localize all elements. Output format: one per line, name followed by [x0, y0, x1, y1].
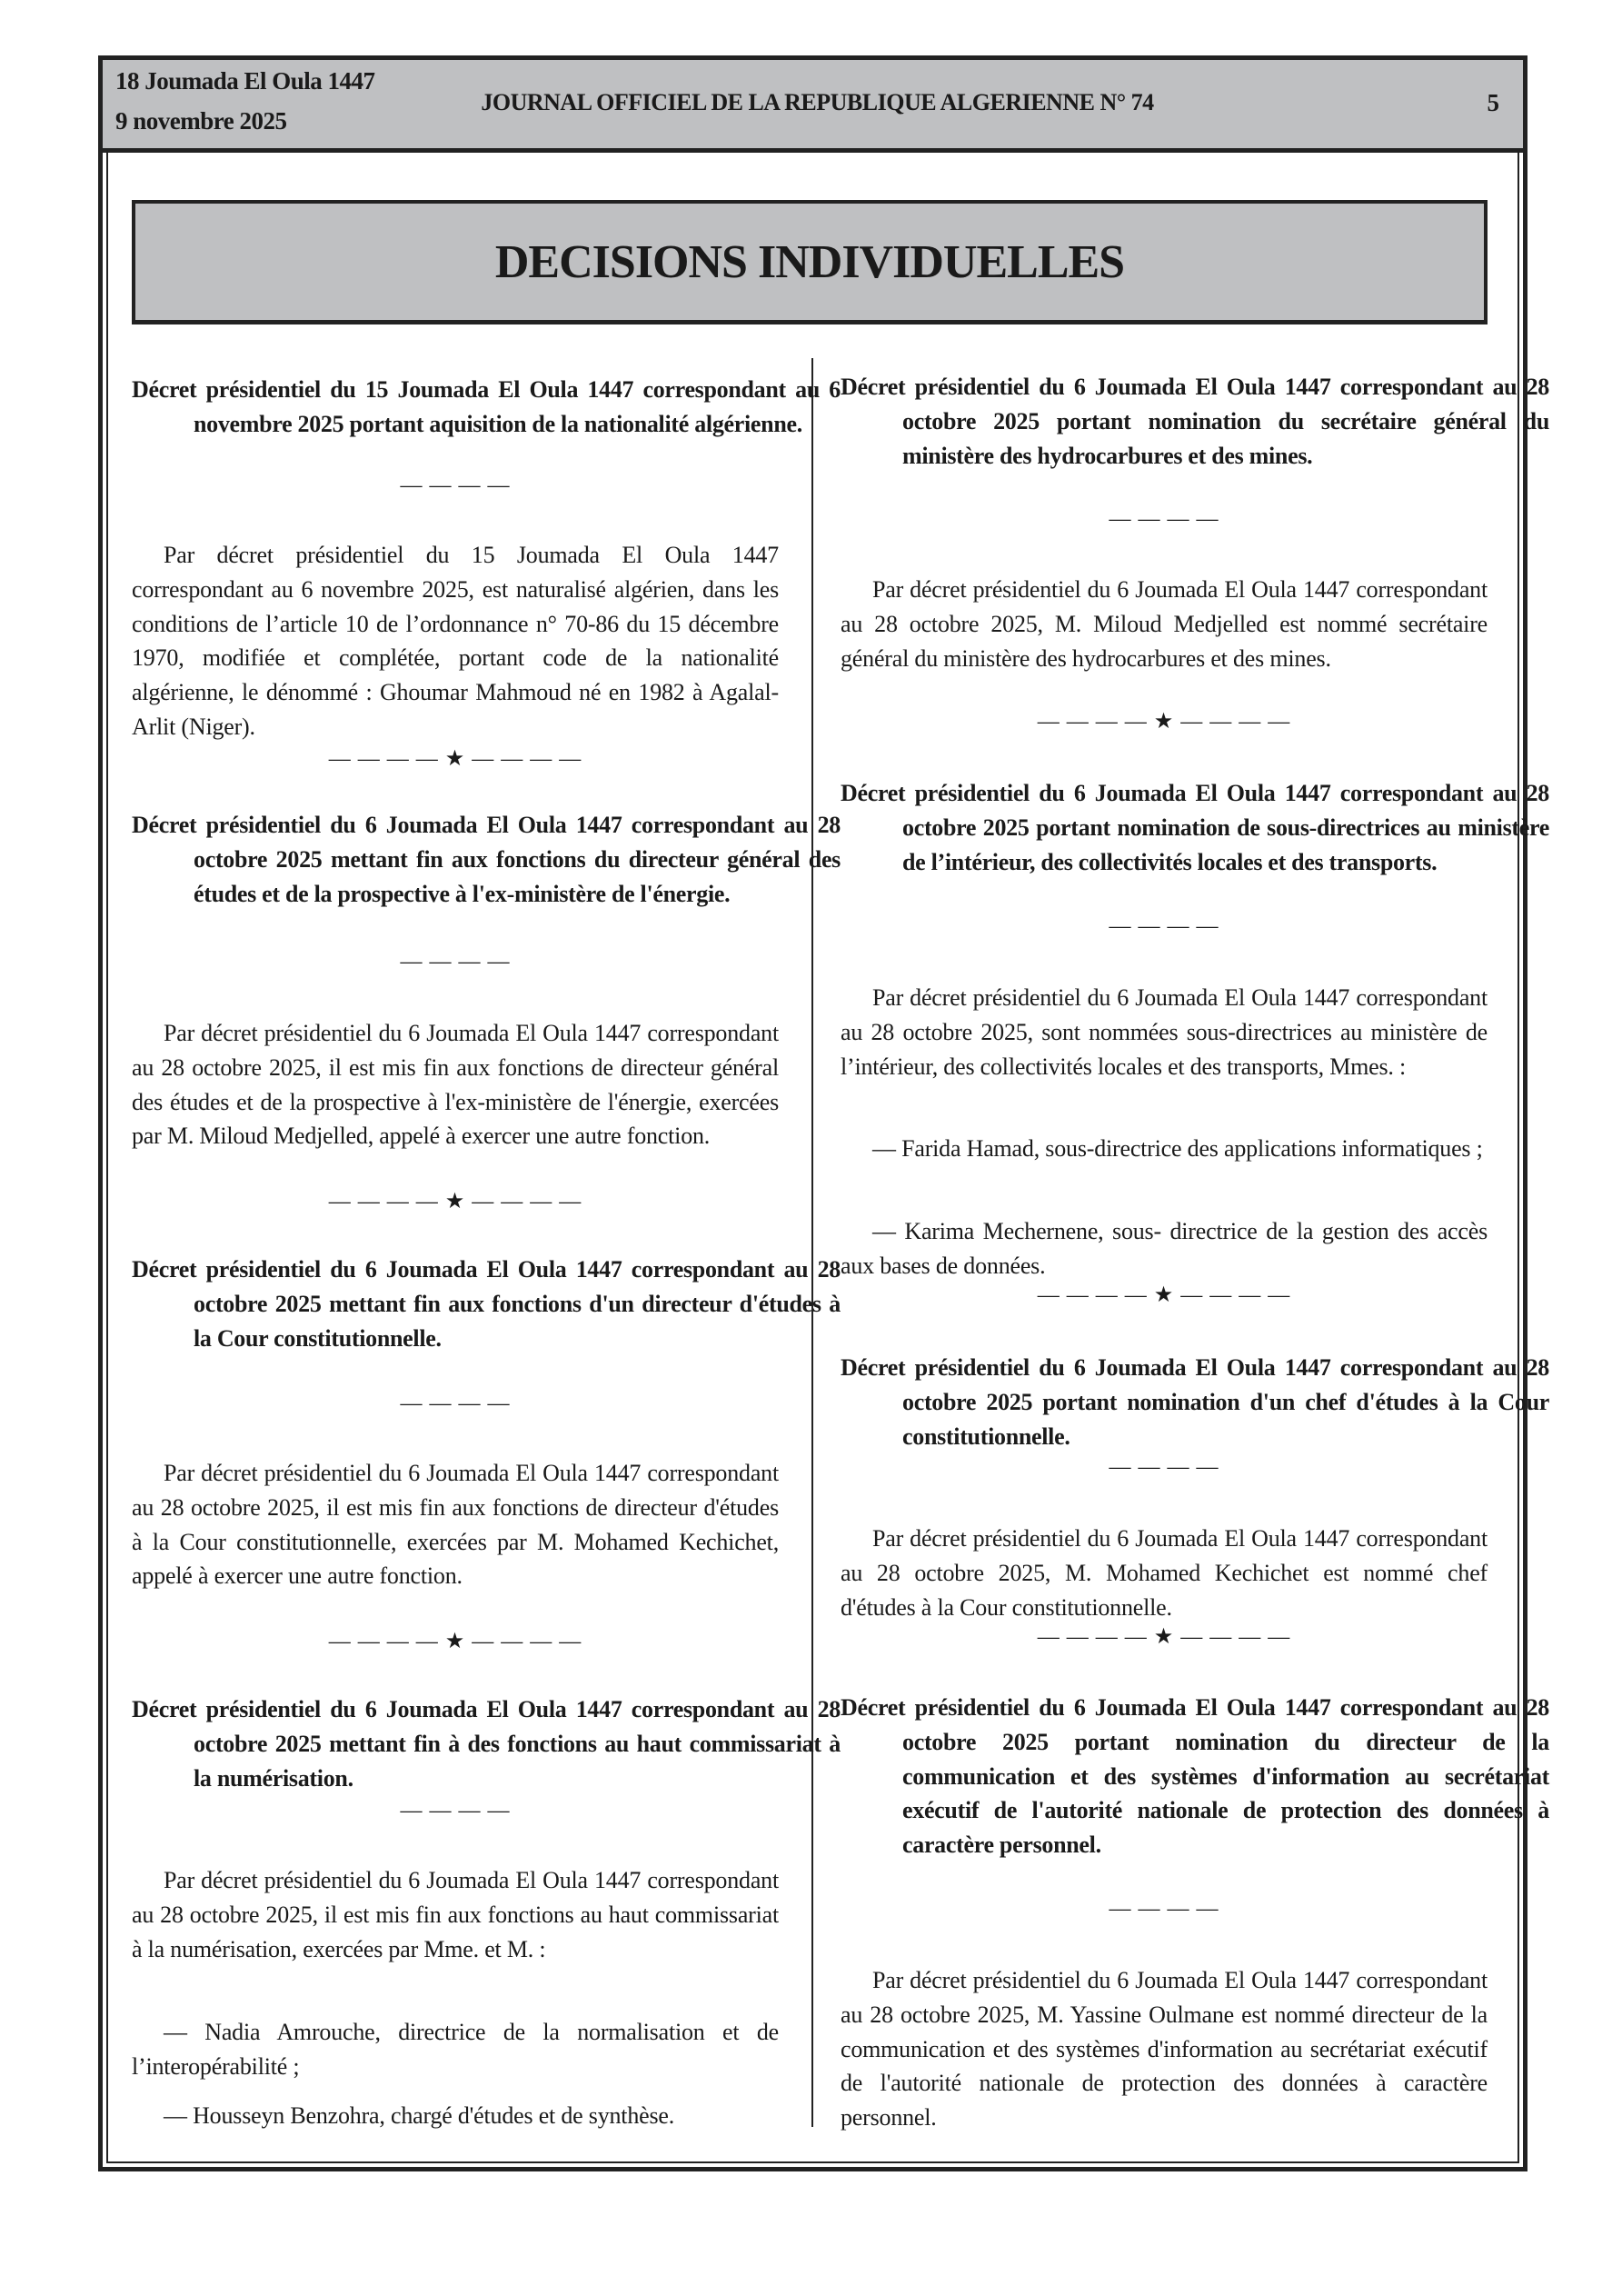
decree-body: Par décret présidentiel du 6 Joumada El Oula 1447 correspondant au 28 octobre 2025, il est mis fin aux fonctions au haut commissariat à la numérisation, exercées par Mme. et M. :: [132, 1867, 779, 1962]
separator: — — — —: [1109, 1897, 1219, 1921]
list-item: — Karima Mechernene, sous- directrice de la gestion des accès aux bases de données.: [841, 1218, 1488, 1279]
separator: — — — —: [1109, 1455, 1219, 1479]
decree-body: Par décret présidentiel du 6 Joumada El Oula 1447 correspondant au 28 octobre 2025, M. Mohamed Kechichet est nommé chef d'études à la Cour constitutionnelle.: [841, 1525, 1488, 1621]
decree-body: Par décret présidentiel du 6 Joumada El Oula 1447 correspondant au 28 octobre 2025, il est mis fin aux fonctions de directeur général des études et de la prospective à l'ex-ministère de l'énergie, exercées par M. Miloud Medjelled, appelé à exercer une autre fonction.: [132, 1020, 779, 1150]
decree-body: Par décret présidentiel du 6 Joumada El Oula 1447 correspondant au 28 octobre 2025, M. Miloud Medjelled est nommé secrétaire général du ministère des hydrocarbures et des mines.: [841, 576, 1488, 672]
separator-star: — — — — ★ — — — —: [1037, 1625, 1291, 1649]
separator: — — — —: [400, 950, 511, 973]
separator-star: — — — — ★ — — — —: [1037, 710, 1291, 734]
header-journal-title: JOURNAL OFFICIEL DE LA REPUBLIQUE ALGERIENNE N° 74: [481, 89, 1154, 115]
list-item: — Nadia Amrouche, directrice de la normalisation et de l’interopérabilité ;: [132, 2019, 779, 2080]
column-divider: [811, 358, 813, 2127]
decree-heading: Décret présidentiel du 6 Joumada El Oula 1447 correspondant au 28 octobre 2025 portant nomination du directeur de la communication et des systèmes d'information au secrétariat exécutif de l'autorité nationale de protection des données à caractère personnel.: [841, 1694, 1549, 1859]
separator: — — — —: [400, 1392, 511, 1415]
separator-star: — — — — ★ — — — —: [328, 747, 582, 771]
separator-star: — — — — ★ — — — —: [328, 1630, 582, 1653]
separator: — — — —: [400, 1799, 511, 1822]
decree-body: Par décret présidentiel du 6 Joumada El Oula 1447 correspondant au 28 octobre 2025, sont nommées sous-directrices au ministère de l’intérieur, des collectivités locales et des transports, Mmes. :: [841, 984, 1488, 1080]
separator-star: — — — — ★ — — — —: [1037, 1283, 1291, 1307]
list-item: — Farida Hamad, sous-directrice des applications informatiques ;: [872, 1135, 1483, 1162]
list-item: — Housseyn Benzohra, chargé d'études et de synthèse.: [164, 2102, 675, 2129]
decree-heading: Décret présidentiel du 6 Joumada El Oula 1447 correspondant au 28 octobre 2025 portant nomination du secrétaire général du ministère des hydrocarbures et des mines.: [841, 374, 1549, 469]
separator-star: — — — — ★ — — — —: [328, 1190, 582, 1213]
section-title-box: [132, 200, 1488, 324]
decree-heading: Décret présidentiel du 6 Joumada El Oula 1447 correspondant au 28 octobre 2025 mettant fin aux fonctions du directeur général des études et de la prospective à l'ex-ministère de l'énergie.: [132, 812, 841, 907]
decree-heading: Décret présidentiel du 6 Joumada El Oula 1447 correspondant au 28 octobre 2025 portant nomination d'un chef d'études à la Cour constitutionnelle.: [841, 1354, 1549, 1450]
journal-header: [103, 60, 1523, 153]
section-title: DECISIONS INDIVIDUELLES: [494, 235, 1125, 288]
decree-body: Par décret présidentiel du 15 Joumada El Oula 1447 correspondant au 6 novembre 2025, est naturalisé algérien, dans les conditions de l’article 10 de l’ordonnance n° 70-86 du 15 décembre 1970, modifiée et complétée, portant code de la nationalité algérienne, le dénommé : Ghoumar Mahmoud né en 1982 à Agalal-Arlit (Niger).: [132, 542, 779, 740]
decree-heading: Décret présidentiel du 15 Joumada El Oula 1447 correspondant au 6 novembre 2025 portant aquisition de la nationalité algérienne.: [132, 376, 841, 437]
decree-heading: Décret présidentiel du 6 Joumada El Oula 1447 correspondant au 28 octobre 2025 mettant fin aux fonctions d'un directeur d'études à la Cour constitutionnelle.: [132, 1256, 841, 1352]
decree-heading: Décret présidentiel du 6 Joumada El Oula 1447 correspondant au 28 octobre 2025 portant nomination de sous-directrices au ministère de l’intérieur, des collectivités locales et des transports.: [841, 780, 1549, 875]
separator: — — — —: [1109, 507, 1219, 531]
separator: — — — —: [1109, 914, 1219, 938]
header-date-gregorian: 9 novembre 2025: [115, 107, 287, 135]
page-number: 5: [1487, 89, 1499, 116]
decree-body: Par décret présidentiel du 6 Joumada El Oula 1447 correspondant au 28 octobre 2025, il est mis fin aux fonctions de directeur d'études à la Cour constitutionnelle, exercées par M. Mohamed Kechichet, appelé à exercer une autre fonction.: [132, 1460, 779, 1590]
header-date-hijri: 18 Joumada El Oula 1447: [115, 67, 375, 95]
decree-heading: Décret présidentiel du 6 Joumada El Oula 1447 correspondant au 28 octobre 2025 mettant fin à des fonctions au haut commissariat à la numérisation.: [132, 1696, 841, 1792]
separator: — — — —: [400, 474, 511, 497]
decree-body: Par décret présidentiel du 6 Joumada El Oula 1447 correspondant au 28 octobre 2025, M. Yassine Oulmane est nommé directeur de la communication et des systèmes d'information au secrétariat exécutif de l'autorité nationale de protection des données à caractère personnel.: [841, 1967, 1488, 2131]
